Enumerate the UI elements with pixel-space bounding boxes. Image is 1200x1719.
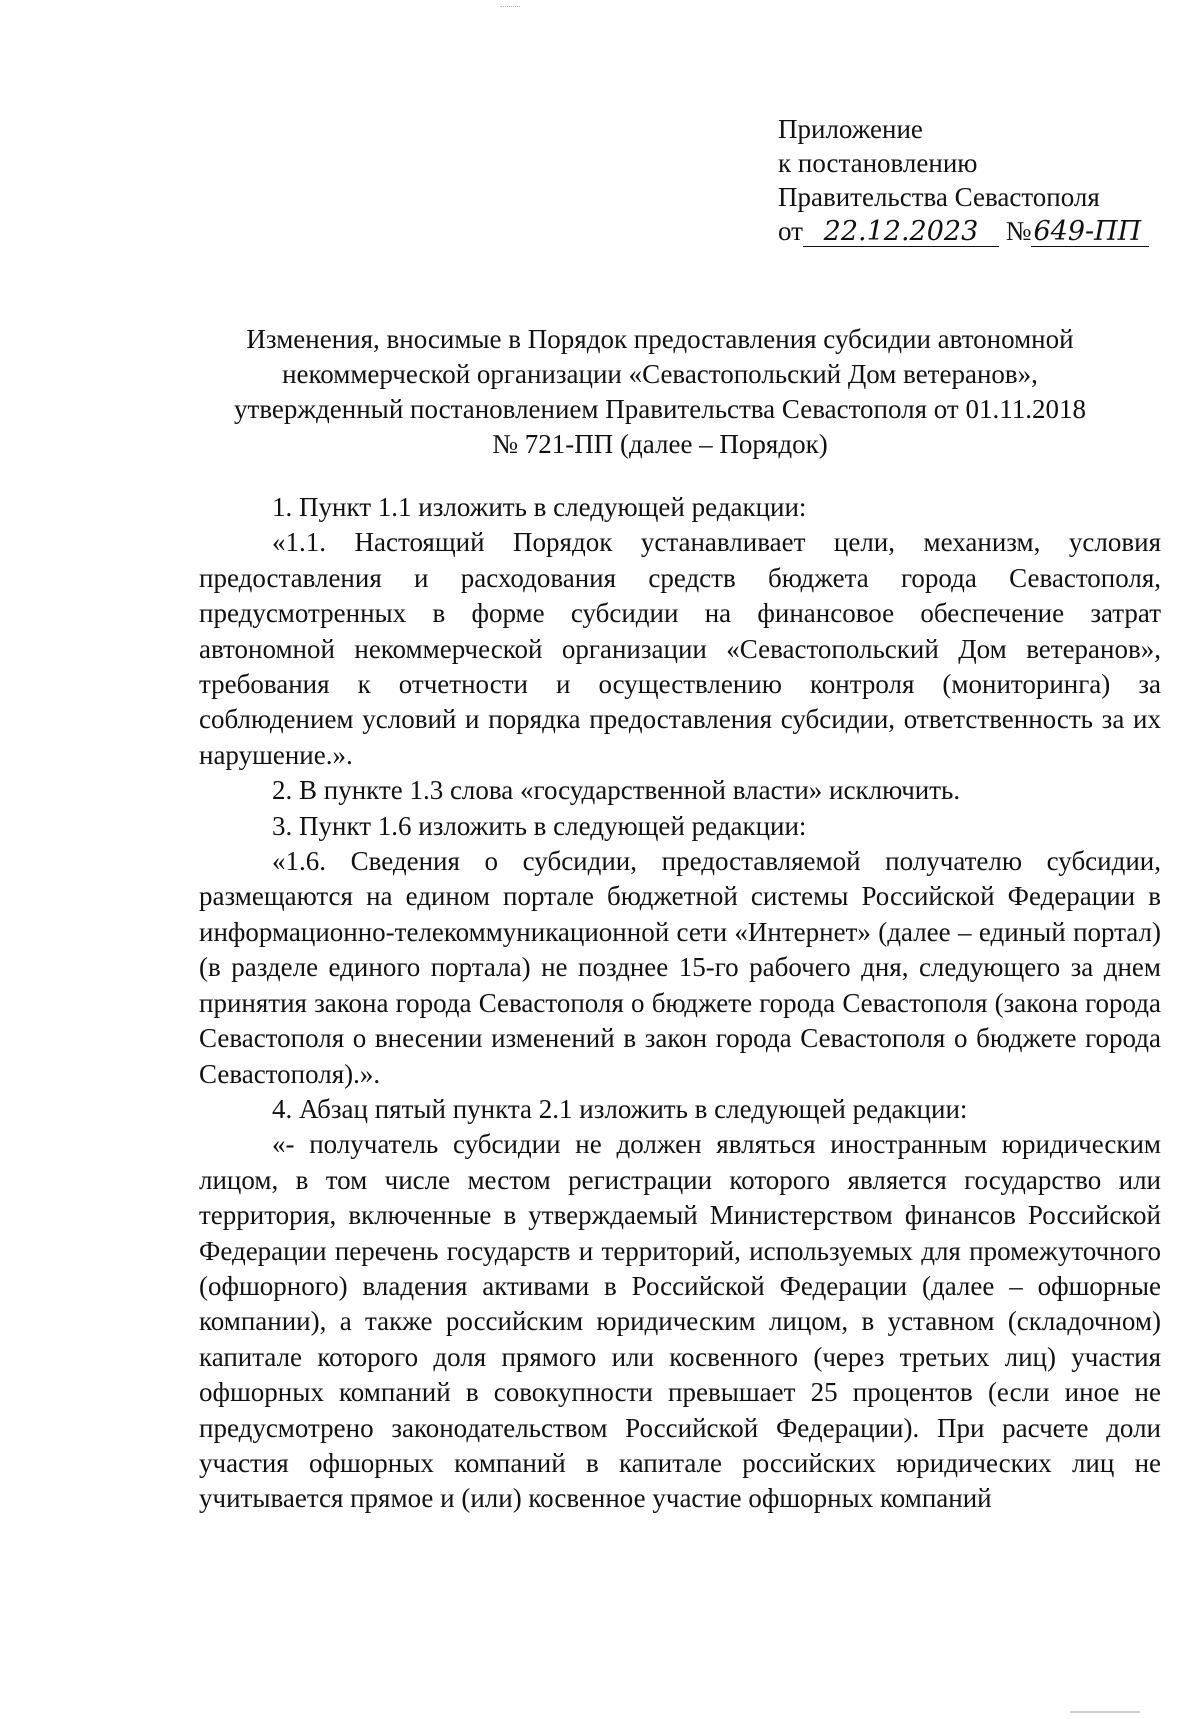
paragraph-item-1: 1. Пункт 1.1 изложить в следующей редакции: <box>272 492 807 522</box>
from-label: от <box>778 216 803 246</box>
paragraph-item-3: 3. Пункт 1.6 изложить в следующей редакции: <box>272 810 807 841</box>
document-title <box>200 322 1120 462</box>
title-line: утвержденный постановлением Правительства Севастополя от 01.11.2018 <box>234 394 1086 424</box>
title-line: № 721-ПП (далее – Порядок) <box>492 429 828 459</box>
paragraph-item-2: 2. В пункте 1.3 слова «государственной власти» исключить. <box>272 775 961 806</box>
paragraph-quote-1-1: «1.1. Настоящий Порядок устанавливает цели, механизм, условия предоставления и расходования средств бюджета города Севастополя, предусмотренных в форме субсидии на финансовое обеспечение затрат автономной некоммерческой организации «Севастопольский Дом ветеранов», требования к отчетности и осуществлению контроля (мониторинга) за соблюдением условий и порядка предоставления субсидии, ответственность за их нарушение.». <box>199 527 1161 770</box>
scan-artifact-bottom <box>1070 1711 1140 1713</box>
handwritten-number: 649-ПП <box>1031 218 1149 247</box>
handwritten-date: 22.12.2023 <box>803 218 999 247</box>
paragraph-quote-2-1: «- получатель субсидии не должен являться иностранным юридическим лицом, в том числе местом регистрации которого является государство или территория, включенные в утверждаемый Министерством финансов Российской Федерации перечень государств и территорий, используемых для промежуточного (офшорного) владения активами в Российской Федерации (далее – офшорные компании), а также российским юридическим лицом, в уставном (складочном) капитале которого доля прямого или косвенного (через третьих лиц) участия офшорных компаний в совокупности превышает 25 процентов (если иное не предусмотрено законодательством Российской Федерации). При расчете доли участия офшорных компаний в капитале российских юридических лиц не учитывается прямое и (или) косвенное участие офшорных компаний <box>199 1129 1161 1514</box>
title-line: некоммерческой организации «Севастопольский Дом ветеранов», <box>282 359 1038 389</box>
appendix-date-number-line <box>778 214 1149 248</box>
appendix-resolution-ref: к постановлению <box>778 148 978 178</box>
number-label: № <box>1005 216 1032 246</box>
title-line: Изменения, вносимые в Порядок предоставления субсидии автономной <box>246 324 1074 354</box>
scan-artifact-top <box>500 0 520 7</box>
document-body <box>199 490 1161 1517</box>
appendix-block <box>778 112 1149 248</box>
appendix-label: Приложение <box>778 114 923 144</box>
paragraph-quote-1-6: «1.6. Сведения о субсидии, предоставляемой получателю субсидии, размещаются на едином портале бюджетной системы Российской Федерации в информационно-телекоммуникационной сети «Интернет» (далее – единый портал) (в разделе единого портала) не позднее 15-го рабочего дня, следующего за днем принятия закона города Севастополя о бюджете города Севастополя (закона города Севастополя о внесении изменений в закон города Севастополя о бюджете города Севастополя).». <box>199 846 1161 1089</box>
appendix-government: Правительства Севастополя <box>778 182 1100 212</box>
paragraph-item-4: 4. Абзац пятый пункта 2.1 изложить в следующей редакции: <box>272 1093 968 1124</box>
